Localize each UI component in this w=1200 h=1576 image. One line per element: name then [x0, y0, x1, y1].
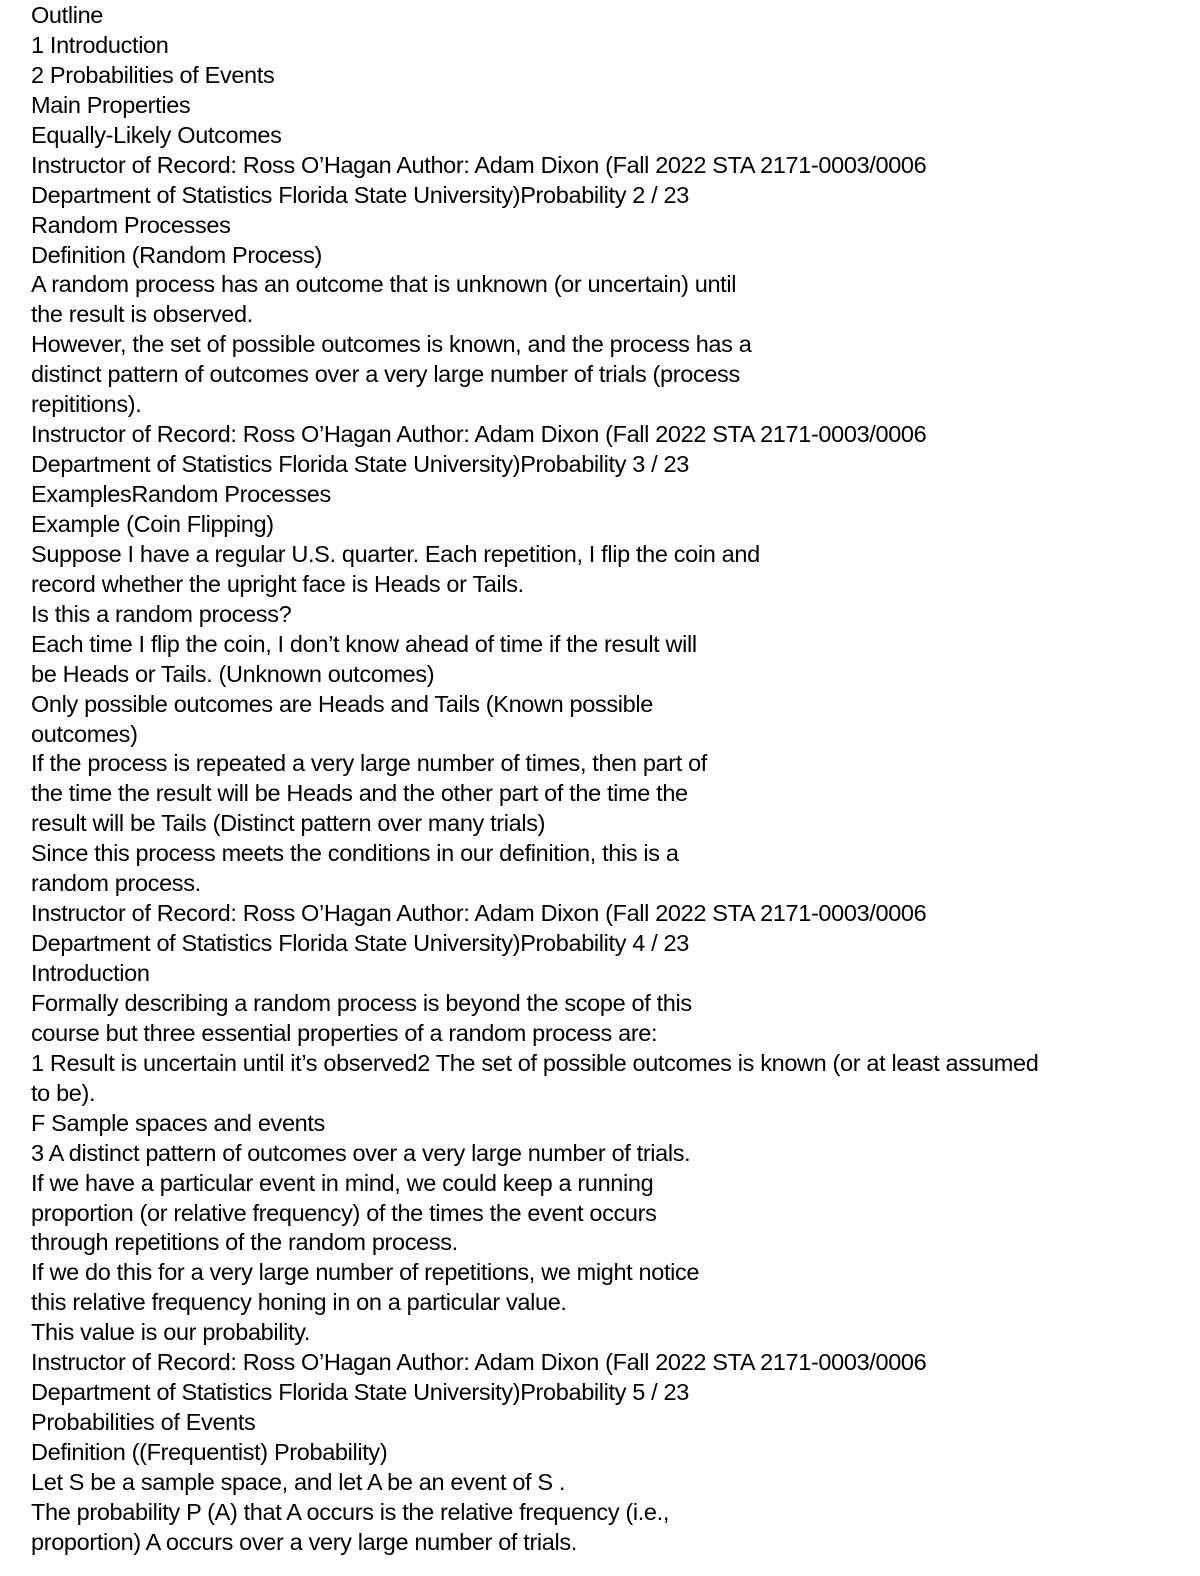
text-line: If we do this for a very large number of repetitions, we might notice [31, 1259, 700, 1286]
text-line: proportion) A occurs over a very large number of trials. [31, 1528, 577, 1555]
text-line: The probability P (A) that A occurs is the relative frequency (i.e., [31, 1498, 669, 1525]
text-line: outcomes) [31, 720, 138, 747]
text-line: result will be Tails (Distinct pattern over many trials) [31, 810, 546, 837]
text-line: proportion (or relative frequency) of the times the event occurs [31, 1199, 657, 1226]
outline-item-probabilities: 2 Probabilities of Events [31, 61, 275, 88]
text-line: Formally describing a random process is beyond the scope of this [31, 989, 692, 1016]
definition-title: Definition (Random Process) [31, 241, 322, 268]
text-line: random process. [31, 870, 201, 897]
document-text [31, 1, 1191, 1558]
text-line: through repetitions of the random process. [31, 1229, 458, 1256]
slide-footer-author: Instructor of Record: Ross O’Hagan Author: Adam Dixon (Fall 2022 STA 2171-0003/0006 [31, 900, 927, 927]
text-line: repititions). [31, 391, 142, 418]
outline-item-introduction: 1 Introduction [31, 31, 169, 58]
outline-heading: Outline [31, 2, 104, 28]
text-line: the result is observed. [31, 301, 253, 328]
outline-subitem-equally-likely: Equally-Likely Outcomes [31, 121, 282, 148]
text-line: 3 A distinct pattern of outcomes over a very large number of trials. [31, 1139, 691, 1166]
text-line: 1 Result is uncertain until it’s observed2 The set of possible outcomes is known (or at least assumed [31, 1049, 1039, 1076]
slide-footer-page: Department of Statistics Florida State University)Probability 3 / 23 [31, 451, 689, 478]
text-line: A random process has an outcome that is unknown (or uncertain) until [31, 271, 737, 298]
text-line: record whether the upright face is Heads or Tails. [31, 570, 524, 597]
text-line: course but three essential properties of a random process are: [31, 1019, 658, 1046]
text-line: However, the set of possible outcomes is known, and the process has a [31, 331, 752, 358]
definition-title: Definition ((Frequentist) Probability) [31, 1439, 388, 1465]
text-line: Let S be a sample space, and let A be an event of S . [31, 1468, 566, 1495]
example-title: Example (Coin Flipping) [31, 510, 274, 537]
text-line: the time the result will be Heads and the other part of the time the [31, 780, 688, 807]
text-line: If we have a particular event in mind, we could keep a running [31, 1169, 654, 1196]
text-line: This value is our probability. [31, 1319, 311, 1346]
slide-footer-page: Department of Statistics Florida State University)Probability 4 / 23 [31, 930, 689, 957]
text-line: Only possible outcomes are Heads and Tails (Known possible [31, 690, 653, 717]
section-heading: Probabilities of Events [31, 1409, 256, 1436]
slide-footer-author: Instructor of Record: Ross O’Hagan Author: Adam Dixon (Fall 2022 STA 2171-0003/0006 [31, 151, 927, 178]
text-line: If the process is repeated a very large number of times, then part of [31, 750, 707, 777]
slide-footer-page: Department of Statistics Florida State University)Probability 5 / 23 [31, 1379, 689, 1406]
section-heading: Introduction [31, 960, 150, 986]
slide-footer-page: Department of Statistics Florida State University)Probability 2 / 23 [31, 181, 689, 208]
text-line: to be). [31, 1079, 96, 1106]
slide-footer-author: Instructor of Record: Ross O’Hagan Author: Adam Dixon (Fall 2022 STA 2171-0003/0006 [31, 421, 927, 448]
text-line: distinct pattern of outcomes over a very large number of trials (process [31, 361, 740, 388]
text-line: be Heads or Tails. (Unknown outcomes) [31, 660, 435, 687]
outline-subitem-main-properties: Main Properties [31, 91, 191, 118]
slide-footer-author: Instructor of Record: Ross O’Hagan Author: Adam Dixon (Fall 2022 STA 2171-0003/0006 [31, 1349, 927, 1376]
text-line: Is this a random process? [31, 600, 292, 627]
text-line: Since this process meets the conditions in our definition, this is a [31, 840, 679, 867]
section-heading: Random Processes [31, 211, 231, 238]
text-line: this relative frequency honing in on a particular value. [31, 1289, 567, 1316]
text-line: Suppose I have a regular U.S. quarter. Each repetition, I flip the coin and [31, 540, 760, 567]
text-line: Each time I flip the coin, I don’t know ahead of time if the result will [31, 630, 697, 657]
section-heading: ExamplesRandom Processes [31, 481, 331, 507]
text-line: F Sample spaces and events [31, 1109, 325, 1136]
